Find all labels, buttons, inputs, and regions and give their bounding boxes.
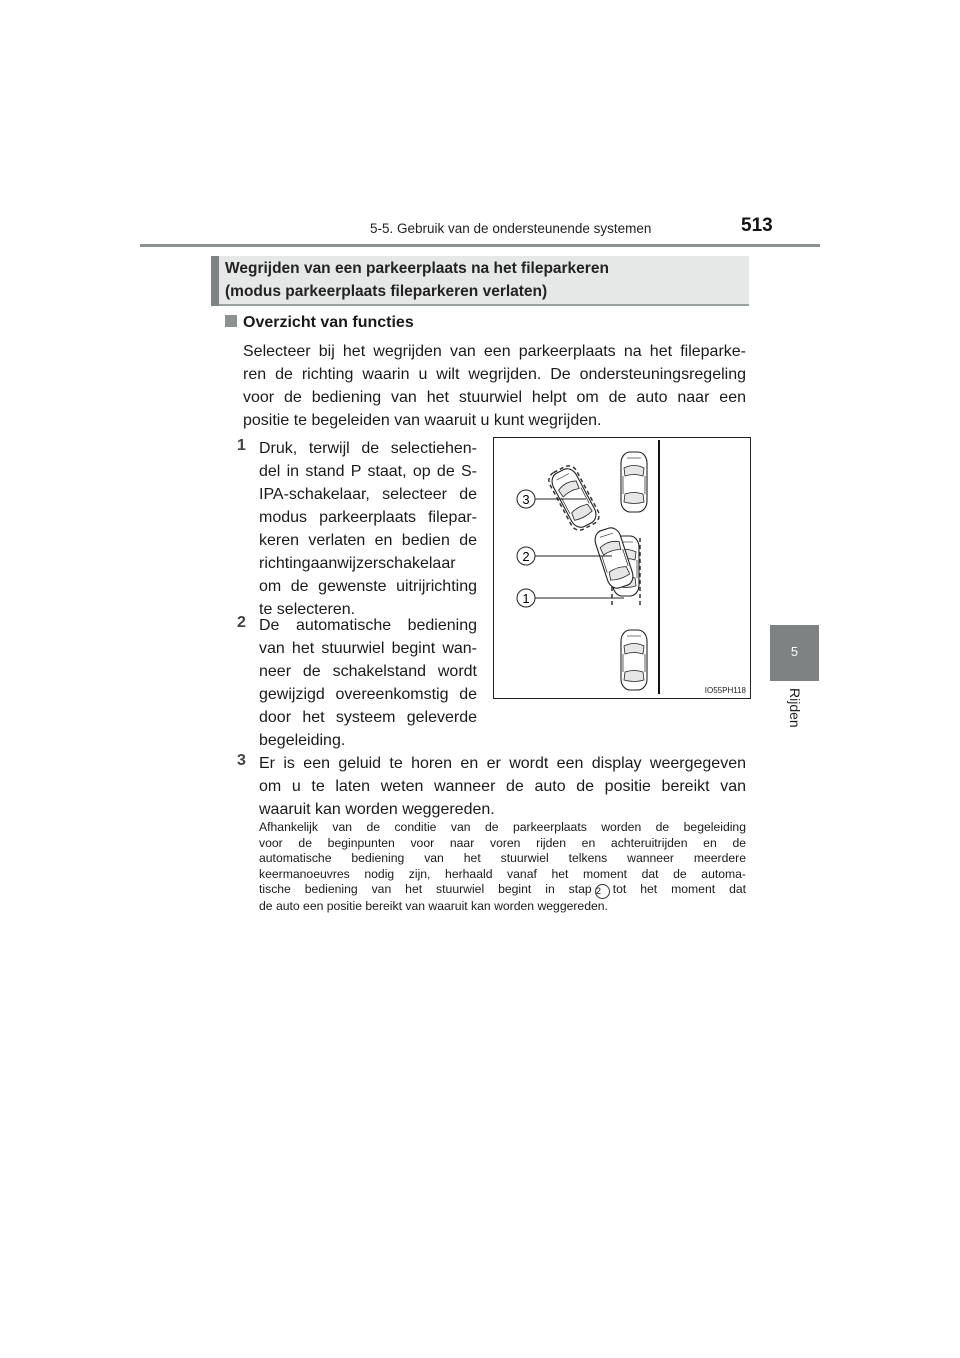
step-line: van het stuurwiel begint wan- [259,640,477,657]
page-number: 513 [741,215,773,236]
chapter-tab-label: Rijden [787,688,803,728]
chapter-tab-number: 5 [790,644,799,659]
step-3-text [259,752,746,821]
intro-line: ren de richting waarin u wilt wegrijden. De ondersteuningsregeling [243,366,746,383]
intro-line: Selecteer bij het wegrijden van een parkeerplaats na het fileparke- [243,343,746,360]
step-line: Er is een geluid te horen en er wordt een display weergegeven [259,755,746,772]
running-header: 5-5. Gebruik van de ondersteunende systemen [370,221,652,236]
chapter-tab [770,625,819,681]
note-line: de auto een positie bereikt van waaruit kan worden weggereden. [259,899,608,913]
step-line: te selecteren. [259,601,356,618]
note-line-text: tische bediening van het stuurwiel begint in stap [259,882,592,896]
step-line: neer de schakelstand wordt [259,663,477,680]
step-line: richtingaanwijzerschakelaar [259,555,456,572]
step-line: begeleiding. [259,732,346,749]
step-ref-circle-icon: 2 [595,884,610,899]
step-line: modus parkeerplaats filepar- [259,509,477,526]
step-line: keren verlaten en bedien de [259,532,477,549]
svg-text:1: 1 [522,591,530,606]
step-1-text [259,437,477,621]
note-line [259,882,746,899]
exiting-car-position-3-icon [546,463,603,534]
topic-title-line-1: Wegrijden van een parkeerplaats na het fileparkeren [225,260,609,277]
step-line: De automatische bediening [259,617,477,634]
section-heading-text: Overzicht van functies [243,314,414,331]
step-line: Druk, terwijl de selectiehen- [259,440,477,457]
parked-car-rear-icon [621,630,647,690]
step-line: waaruit kan worden weggereden. [259,801,495,818]
figure-code: IO55PH118 [704,686,746,695]
parking-exit-illustration [493,437,751,699]
step-2-number: 2 [237,614,246,631]
parking-diagram [494,438,750,698]
intro-line: positie te begeleiden van waaruit u kunt wegrijden. [243,412,602,429]
intro-line: voor de bediening van het stuurwiel helpt om de auto naar een [243,389,746,406]
header-rule [140,244,820,247]
title-accent [211,256,219,306]
note-line: voor de beginpunten voor naar voren rijden en achteruitrijden en de [259,835,746,850]
callout-1 [517,589,624,607]
svg-text:2: 2 [522,549,530,564]
section-heading [225,314,414,332]
note-line-text: tot het moment dat [612,882,747,896]
svg-text:3: 3 [522,492,530,507]
step-line: door het systeem geleverde [259,709,477,726]
step-3-number: 3 [237,752,246,769]
parked-car-front-icon [621,452,647,512]
intro-paragraph [243,340,746,432]
step-2-text [259,614,477,752]
note-line: automatische bediening van het stuurwiel telkens wanneer meerdere [259,851,746,865]
note-line: Afhankelijk van de conditie van de parkeerplaats worden de begeleiding [259,820,746,834]
topic-title-line-2: (modus parkeerplaats fileparkeren verlaten) [225,283,548,300]
step-line: om de gewenste uitrijrichting [259,578,477,595]
note-line: keermanoeuvres nodig zijn, herhaald vanaf het moment dat de automa- [259,866,746,881]
step-line: del in stand P staat, op de S- [259,463,477,480]
square-bullet-icon [225,315,237,327]
topic-title-bar [211,256,749,306]
note-paragraph [259,820,746,915]
step-line: IPA-schakelaar, selecteer de [259,486,477,503]
step-1-number: 1 [237,437,246,454]
step-line: om u te laten weten wanneer de auto de positie bereikt van [259,778,746,795]
step-line: gewijzigd overeenkomstig de [259,686,477,703]
